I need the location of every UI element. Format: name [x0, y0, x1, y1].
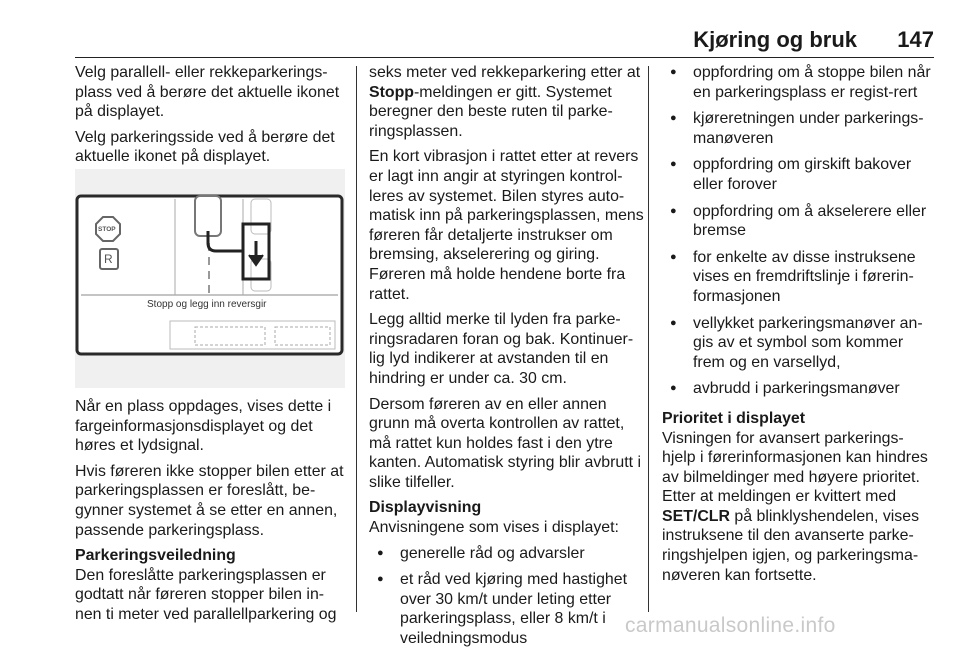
column-right	[662, 63, 934, 591]
display-message: Stopp og legg inn reversgir	[147, 299, 267, 310]
list-item: ● for enkelte av disse instruksene vises en fremdriftslinje i førerin-formasjonen	[662, 248, 934, 307]
paragraph: Den foreslåtte parkeringsplassen er godtatt når føreren stopper bilen in-nen ti meter ved parallellparkering og	[75, 566, 337, 623]
section-heading: Displayvisning	[369, 499, 482, 517]
list-item: ● oppfordring om å akselerere eller bremse	[662, 202, 934, 241]
list-item: ● oppfordring om girskift bakover eller forover	[662, 155, 934, 194]
column-divider	[648, 66, 649, 612]
parking-display-illustration	[75, 169, 345, 388]
watermark: carmanualsonline.info	[625, 614, 836, 637]
section-heading: Parkeringsveiledning	[75, 547, 236, 565]
reverse-gear-icon: R	[104, 252, 113, 266]
paragraph: Hvis føreren ikke stopper bilen etter at parkeringsplassen er foreslått, be-gynner systemet å se etter en annen, passende parkeringsplass.	[75, 462, 344, 539]
page-header-title: Kjøring og bruk	[693, 27, 857, 52]
section-heading: Prioritet i displayet	[662, 409, 806, 427]
paragraph: Visningen for avansert parkerings-hjelp i førerinformasjonen kan hindres av bilmeldinger med høyere prioritet. Etter at meldingen er kvittert med SET/CLR på blinklyshendelen, vises instruksene til den avanserte parke-ringshjelpen igjen, og parkeringsma-nøveren kan fortsette.	[662, 429, 928, 584]
paragraph: En kort vibrasjon i rattet etter at revers er lagt inn angir at styringen kontrol-leres av systemet. Bilen styres auto-matisk inn på parkeringsplassen, mens føreren får detaljerte instrukser om bremsing, akselerering og giring. Føreren må holde hendene borte fra rattet.	[369, 148, 644, 303]
paragraph: seks meter ved rekkeparkering etter at Stopp-meldingen er gitt. Systemet beregner den beste ruten til parke-ringsplassen.	[369, 64, 641, 140]
stopp-label: Stopp	[369, 83, 415, 101]
bullet-list	[369, 544, 644, 649]
column-left	[75, 63, 350, 173]
display-graphic	[75, 169, 345, 388]
paragraph: Når en plass oppdages, vises dette i fargeinformasjonsdisplayet og det høres et lydsignal.	[75, 398, 332, 455]
set-clr-label: SET/CLR	[662, 507, 730, 525]
list-item: ● generelle råd og advarsler	[369, 544, 644, 564]
list-item: ● et råd ved kjøring med hastighet over 30 km/t under leting etter parkeringsplass, eller 8 km/t i veiledningsmodus	[369, 570, 644, 648]
bullet-list	[662, 63, 934, 399]
stop-sign-icon: STOP	[98, 226, 116, 233]
column-divider	[356, 66, 357, 612]
paragraph: Legg alltid merke til lyden fra parke-ringsradaren foran og bak. Kontinuer-lig lyd indikerer at avstanden til en hindring er under ca. 30 cm.	[369, 311, 634, 387]
header-divider	[75, 57, 934, 58]
paragraph: Velg parkeringsside ved å berøre det aktuelle ikonet på displayet.	[75, 128, 335, 166]
paragraph: Dersom føreren av en eller annen grunn må overta kontrollen av rattet, må rattet kun holdes fast i den ytre kanten. Automatisk styring blir avbrutt i slike tilfeller.	[369, 395, 642, 491]
list-item: ● kjøreretningen under parkerings-manøveren	[662, 109, 934, 148]
list-item: ● vellykket parkeringsmanøver an-gis av et symbol som kommer frem og en varsellyd,	[662, 314, 934, 373]
list-item: ● avbrudd i parkeringsmanøver	[662, 379, 934, 399]
page-number: 147	[897, 27, 934, 52]
list-item: ● oppfordring om å stoppe bilen når en parkeringsplass er regist-rert	[662, 63, 934, 102]
paragraph: Anvisningene som vises i displayet:	[369, 519, 619, 537]
column-middle	[369, 63, 644, 656]
paragraph: Velg parallell- eller rekkeparkerings-plass ved å berøre det aktuelle ikonet på displayet.	[75, 64, 340, 121]
column-left-lower	[75, 397, 350, 631]
